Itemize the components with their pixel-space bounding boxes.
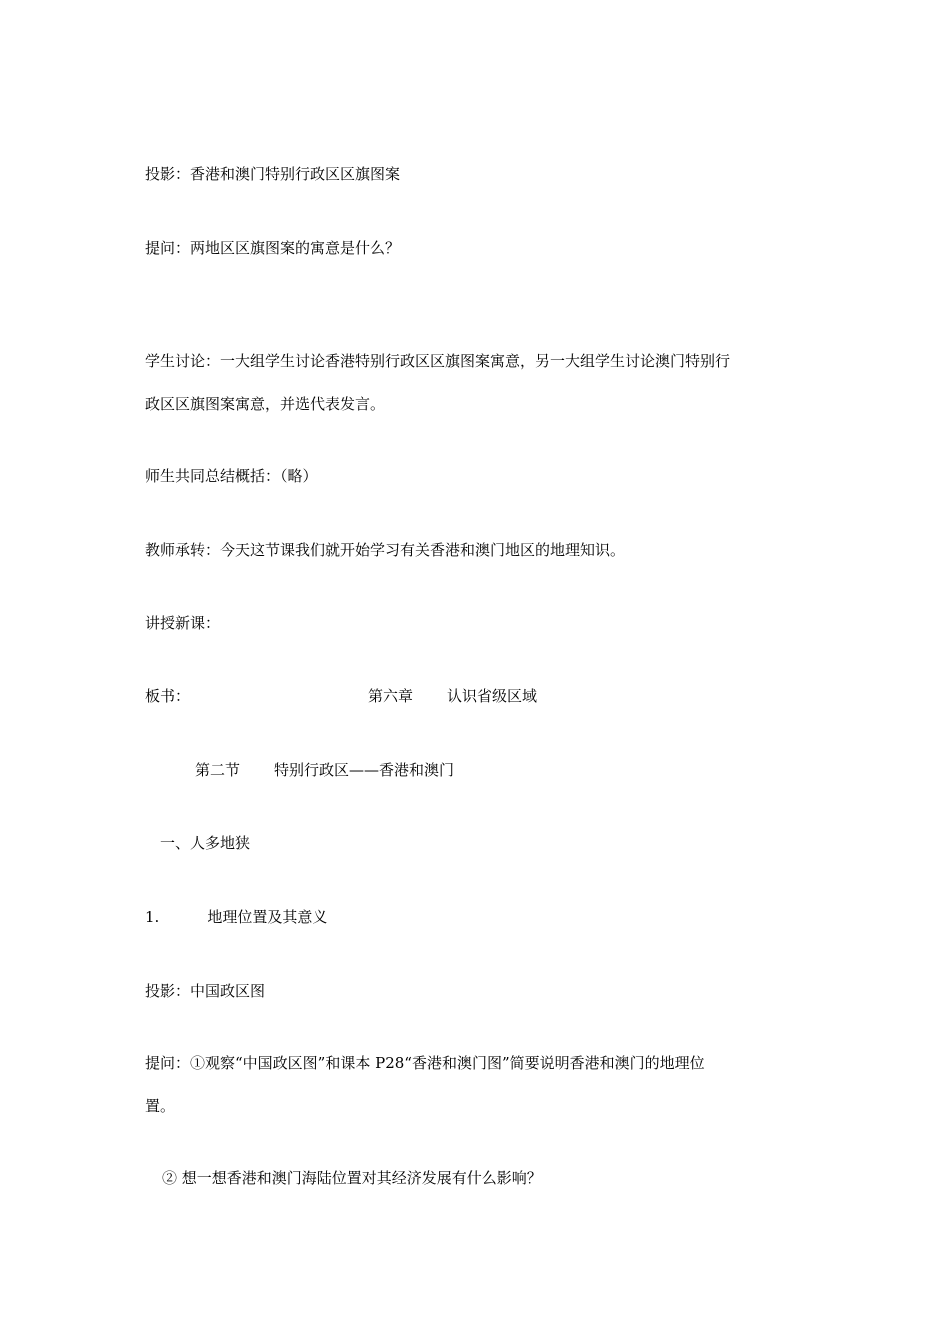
paragraph-question-location-line-1: 提问：①观察“中国政区图”和课本 P28“香港和澳门图”简要说明香港和澳门的地理位	[145, 1054, 705, 1072]
section-heading	[195, 760, 454, 780]
item-number: 1.	[145, 908, 160, 926]
paragraph-transition: 教师承转：今天这节课我们就开始学习有关香港和澳门地区的地理知识。	[145, 541, 626, 559]
numbered-item-1	[145, 907, 327, 927]
paragraph-discussion-line-2: 政区区旗图案寓意，并选代表发言。	[145, 395, 386, 413]
blackboard-heading	[145, 686, 537, 706]
paragraph-question-impact: ② 想一想香港和澳门海陆位置对其经济发展有什么影响？	[162, 1169, 542, 1187]
paragraph-projection-flags: 投影：香港和澳门特别行政区区旗图案	[145, 165, 401, 183]
chapter-number: 第六章	[368, 687, 414, 705]
paragraph-new-lesson: 讲授新课：	[145, 614, 221, 632]
blackboard-label: 板书：	[145, 687, 191, 705]
subheading-one: 一、人多地狭	[160, 834, 251, 852]
section-title: 特别行政区——香港和澳门	[274, 761, 455, 779]
chapter-title: 认识省级区域	[447, 687, 538, 705]
paragraph-summary: 师生共同总结概括：（略）	[145, 467, 318, 485]
paragraph-discussion-line-1: 学生讨论：一大组学生讨论香港特别行政区区旗图案寓意，另一大组学生讨论澳门特别行	[145, 352, 731, 370]
section-number: 第二节	[195, 761, 241, 779]
paragraph-question-flags: 提问：两地区区旗图案的寓意是什么？	[145, 239, 401, 257]
item-title: 地理位置及其意义	[207, 908, 328, 926]
paragraph-question-location-line-2: 置。	[145, 1097, 176, 1115]
paragraph-projection-map: 投影：中国政区图	[145, 982, 266, 1000]
